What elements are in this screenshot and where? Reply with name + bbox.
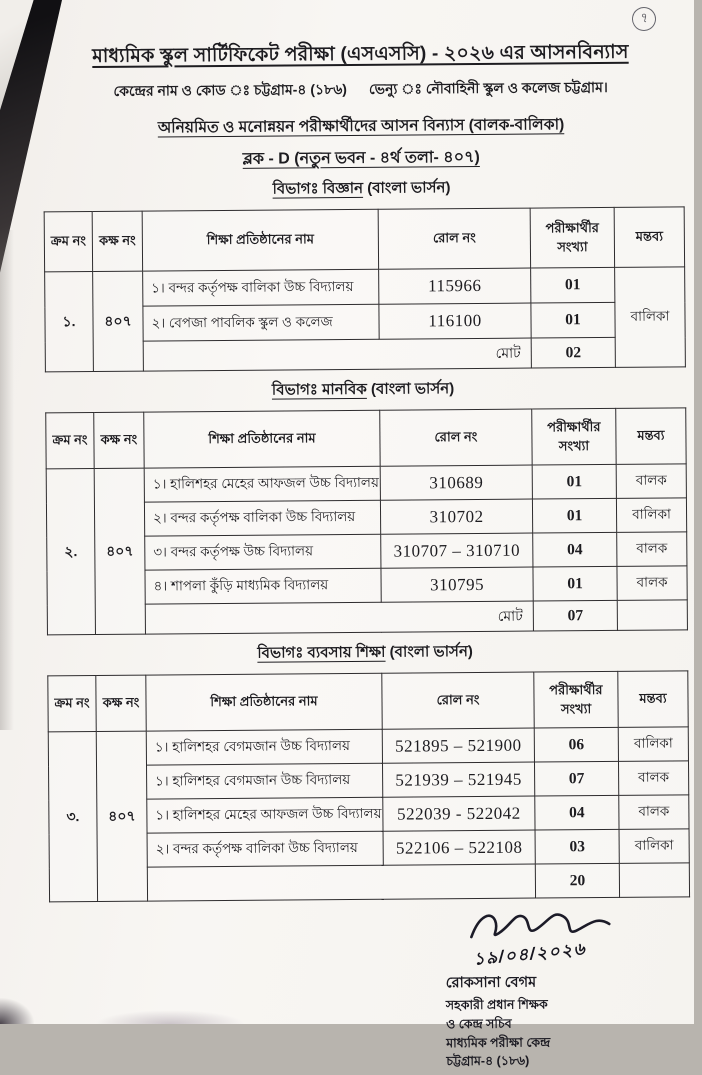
signatory-role: ও কেন্দ্র সচিব [446, 1013, 658, 1033]
section-heading-rest: (বাংলা ভার্সন) [363, 179, 451, 197]
header-roll: রোল নং [382, 672, 534, 729]
institution-cell: ১। হালিশহর মেহের আফজল উচ্চ বিদ্যালয় [144, 466, 380, 502]
signatory-center-code: চট্টগ্রাম-৪ (১৮৬) [446, 1051, 658, 1071]
center-name-code: কেন্দ্রের নাম ও কোড ঃ চট্টগ্রাম-৪ (১৮৬) [113, 81, 347, 99]
section-heading-rest: (বাংলা ভার্সন) [367, 380, 455, 398]
section-heading-main: বিভাগঃ ব্যবসায় শিক্ষা [257, 644, 385, 662]
serial-cell: ১. [45, 272, 94, 372]
roll-cell: 522106 – 522108 [383, 830, 535, 865]
header-room: কক্ষ নং [94, 412, 144, 468]
count-cell: 01 [531, 302, 615, 338]
header-count: পরীক্ষার্থীর সংখ্যা [532, 408, 616, 465]
science-seating-table [44, 206, 686, 372]
institution-cell: ১। হালিশহর বেগমজান উচ্চ বিদ্যালয় [146, 729, 382, 765]
humanities-seating-table [45, 407, 688, 635]
header-roll: রোল নং [378, 208, 530, 269]
remarks-cell: বালক [616, 464, 686, 499]
header-remarks: মন্তব্য [614, 207, 684, 268]
remarks-cell: বালিকা [619, 829, 689, 864]
signatory-center: মাধ্যমিক পরীক্ষা কেন্দ্র [446, 1032, 658, 1052]
center-info-line [43, 75, 679, 104]
institution-cell: ৪। শাপলা কুঁড়ি মাধ্যমিক বিদ্যালয় [145, 568, 381, 604]
roll-cell: 310702 [380, 499, 532, 534]
remarks-cell: বালক [618, 761, 688, 796]
total-label-cell: মোট [143, 338, 531, 371]
total-count-cell: 07 [533, 600, 617, 631]
total-label-cell: মোট [145, 601, 533, 634]
roll-cell: 310795 [381, 567, 533, 602]
institution-cell: ১। হালিশহর বেগমজান উচ্চ বিদ্যালয় [147, 763, 383, 799]
roll-cell: 522039 - 522042 [383, 796, 535, 831]
remarks-cell: বালক [617, 566, 687, 601]
venue-text: ভেন্যু ঃ নৌবাহিনী স্কুল ও কলেজ চট্টগ্রাম। [369, 79, 608, 97]
count-cell: 06 [534, 727, 618, 762]
table-header-row [46, 408, 686, 469]
table-row [45, 267, 685, 307]
signature-block [435, 906, 658, 1072]
table-row [48, 727, 688, 766]
institution-cell: ২। বন্দর কর্তৃপক্ষ বালিকা উচ্চ বিদ্যালয় [144, 500, 380, 536]
count-cell: 04 [533, 532, 617, 567]
count-cell: 07 [534, 761, 618, 796]
count-cell: 01 [532, 498, 616, 533]
total-count-cell: 20 [535, 863, 619, 898]
signatory-designation: সহকারী প্রধান শিক্ষক [446, 995, 658, 1015]
remarks-cell: বালিকা [616, 498, 686, 533]
header-institution: শিক্ষা প্রতিষ্ঠানের নাম [142, 209, 378, 271]
remarks-cell: বালক [617, 532, 687, 567]
institution-cell: ২। বন্দর কর্তৃপক্ষ বালিকা উচ্চ বিদ্যালয় [147, 831, 383, 867]
total-label-cell [147, 864, 535, 901]
room-cell: ৪০৭ [94, 468, 145, 634]
signatory-name: রোকসানা বেগম [446, 971, 658, 997]
header-serial: ক্রম নং [46, 413, 94, 469]
total-count-cell: 02 [531, 337, 615, 368]
count-cell: 01 [533, 566, 617, 601]
roll-cell: 310689 [380, 465, 532, 500]
header-serial: ক্রম নং [44, 212, 92, 272]
header-serial: ক্রম নং [48, 675, 96, 731]
room-cell: ৪০৭ [93, 271, 144, 371]
business-seating-table [47, 670, 690, 902]
header-room: কক্ষ নং [96, 675, 146, 731]
serial-cell: ২. [46, 469, 95, 635]
roll-cell: 521939 – 521945 [382, 762, 534, 797]
section-heading-science [43, 174, 679, 204]
roll-cell: 115966 [379, 268, 531, 304]
document-title: মাধ্যমিক স্কুল সার্টিফিকেট পরীক্ষা (এসএসসি) - ২০২৬ এর আসনবিন্যাস [42, 37, 678, 74]
header-institution: শিক্ষা প্রতিষ্ঠানের নাম [146, 673, 382, 731]
remarks-cell-empty [619, 863, 689, 898]
section-heading-humanities [45, 375, 681, 405]
section-heading-business [47, 638, 683, 668]
section-heading-rest: (বাংলা ভার্সন) [385, 643, 473, 661]
roll-cell: 116100 [379, 303, 531, 339]
header-remarks: মন্তব্য [618, 671, 688, 728]
institution-cell: ১। হালিশহর মেহের আফজল উচ্চ বিদ্যালয় [147, 797, 383, 833]
count-cell: 01 [531, 267, 615, 303]
seating-subtitle: অনিয়মিত ও মনোন্নয়ন পরীক্ষার্থীদের আসন বিন্যাস (বালক-বালিকা) [43, 111, 679, 142]
section-heading-main: বিভাগঃ মানবিক [272, 381, 367, 399]
header-count: পরীক্ষার্থীর সংখ্যা [534, 671, 618, 728]
header-roll: রোল নং [380, 409, 532, 466]
section-heading-main: বিভাগঃ বিজ্ঞান [272, 180, 363, 198]
count-cell: 03 [535, 829, 619, 864]
institution-cell: ২। বেপজা পাবলিক স্কুল ও কলেজ [143, 304, 379, 341]
header-count: পরীক্ষার্থীর সংখ্যা [530, 207, 614, 268]
table-header-row [44, 207, 684, 272]
remarks-cell: বালিকা [618, 727, 688, 762]
handwritten-date: ১৯/০৪/২০২৬ [472, 936, 587, 975]
page-number-text: ৭ [637, 8, 650, 30]
institution-cell: ১। বন্দর কর্তৃপক্ষ বালিকা উচ্চ বিদ্যালয় [143, 269, 379, 306]
table-row [46, 464, 686, 503]
remarks-cell-empty [617, 600, 687, 631]
remarks-cell: বালিকা [615, 267, 686, 368]
table-header-row [48, 671, 688, 732]
count-cell: 04 [535, 795, 619, 830]
header-room: কক্ষ নং [92, 211, 142, 271]
remarks-cell: বালক [619, 795, 689, 830]
header-institution: শিক্ষা প্রতিষ্ঠানের নাম [144, 410, 380, 468]
serial-cell: ৩. [48, 731, 97, 901]
room-cell: ৪০৭ [96, 731, 147, 901]
count-cell: 01 [532, 464, 616, 499]
roll-cell: 521895 – 521900 [382, 728, 534, 763]
roll-cell: 310707 – 310710 [381, 533, 533, 568]
block-floor-line: ব্লক - D (নতুন ভবন - ৪র্থ তলা- ৪০৭) [43, 142, 679, 174]
header-remarks: মন্তব্য [616, 408, 686, 465]
institution-cell: ৩। বন্দর কর্তৃপক্ষ উচ্চ বিদ্যালয় [145, 534, 381, 570]
